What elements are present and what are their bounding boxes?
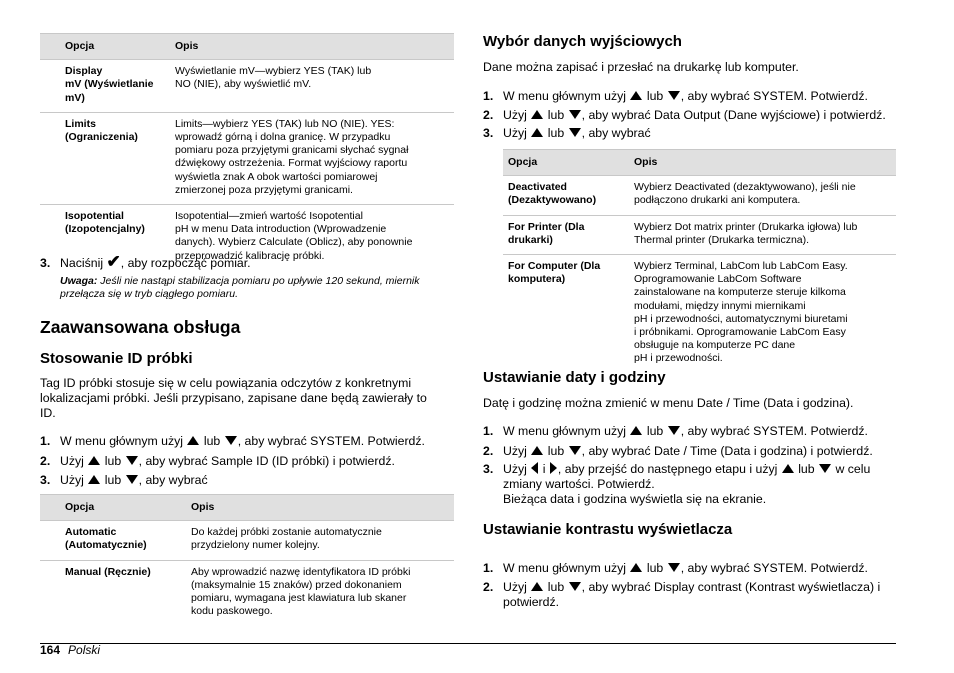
table-row bbox=[503, 255, 896, 373]
up-arrow-icon bbox=[88, 456, 100, 465]
list-item: 2. Użyj lub , aby wybrać Display contrast (Kontrast wyświetlacza) i potwierdź. bbox=[483, 580, 881, 609]
up-arrow-icon bbox=[531, 446, 543, 455]
option-description: Isopotential—zmień wartość Isopotential pH w menu Data introduction (Wprowadzenie danych). Wybierz Calculate (Oblicz), aby ponownie przeprowadzić kalibrację próbki. bbox=[175, 210, 413, 262]
list-item: 1. W menu głównym użyj lub , aby wybrać SYSTEM. Potwierdź. bbox=[483, 89, 868, 103]
note-text: Jeśli nie nastąpi stabilizacja pomiaru po upływie 120 sekund, miernik przełącza się w tryb ciągłego pomiaru. bbox=[60, 275, 420, 300]
list-item: 2. Użyj lub , aby wybrać Date / Time (Data i godzina) i potwierdź. bbox=[483, 444, 873, 458]
down-arrow-icon bbox=[668, 91, 680, 100]
options-table-measurement bbox=[40, 33, 454, 270]
section-title-data-output: Wybór danych wyjściowych bbox=[483, 33, 682, 50]
down-arrow-icon bbox=[126, 456, 138, 465]
date-time-intro: Datę i godzinę można zmienić w menu Date / Time (Data i godzina). bbox=[483, 396, 854, 410]
section-title-contrast: Ustawianie kontrastu wyświetlacza bbox=[483, 521, 733, 538]
option-name: Manual (Ręcznie) bbox=[65, 565, 151, 578]
option-description: Do każdej próbki zostanie automatycznie przydzielony numer kolejny. bbox=[191, 521, 454, 560]
down-arrow-icon bbox=[126, 475, 138, 484]
footer-divider bbox=[40, 643, 896, 644]
up-arrow-icon bbox=[630, 91, 642, 100]
option-name: For Printer (Dla drukarki) bbox=[503, 215, 634, 254]
header-description: Opis bbox=[175, 34, 454, 60]
table-row bbox=[40, 521, 454, 560]
option-name: Display mV (Wyświetlanie mV) bbox=[40, 60, 175, 113]
options-table-data-output bbox=[503, 149, 896, 373]
up-arrow-icon bbox=[531, 582, 543, 591]
section-title-date-time: Ustawianie daty i godziny bbox=[483, 369, 666, 386]
table-row bbox=[503, 215, 896, 254]
option-description: Wybierz Terminal, LabCom lub LabCom Easy. Oprogramowanie LabCom Software zainstalowane na komputerze steruje kilkoma modułami, między innymi miernikami pH i przewodności, automatycznymi biuretami i próbnikami. Oprogramowanie LabCom Easy obsługuje na komputerze PC dane pH i przewodności. bbox=[634, 260, 848, 365]
note bbox=[60, 275, 454, 301]
list-item: 3. Użyj i , aby przejść do następnego etapu i użyj lub w celu zmiany wartości. Potwierdź. Bieżąca data i godzina wyświetla się na ekranie. bbox=[483, 462, 871, 506]
note-label: Uwaga: bbox=[60, 275, 98, 287]
down-arrow-icon bbox=[569, 110, 581, 119]
options-table-sample-id bbox=[40, 494, 454, 625]
up-arrow-icon bbox=[88, 475, 100, 484]
header-option: Opcja bbox=[40, 495, 191, 521]
page-language: Polski bbox=[68, 643, 101, 657]
list-item: 2. Użyj lub , aby wybrać Sample ID (ID próbki) i potwierdź. bbox=[40, 454, 395, 468]
option-name: Limits (Ograniczenia) bbox=[40, 112, 175, 204]
check-icon: ✔ bbox=[106, 252, 121, 271]
up-arrow-icon bbox=[531, 110, 543, 119]
up-arrow-icon bbox=[630, 426, 642, 435]
down-arrow-icon bbox=[569, 446, 581, 455]
header-option: Opcja bbox=[40, 34, 175, 60]
option-description: Limits—wybierz YES (TAK) lub NO (NIE). YES: wprowadź górną i dolna granicę. W przypadku pomiaru poza przyjętymi granicami słychać sygnał dźwiękowy ostrzeżenia. Format wyjściowy raportu wyświetla znak A obok wartości pomiarowej zmierzonej poza przyjętymi granicami. bbox=[175, 112, 454, 204]
down-arrow-icon bbox=[668, 563, 680, 572]
right-arrow-icon bbox=[550, 462, 557, 474]
list-item: 1. W menu głównym użyj lub , aby wybrać SYSTEM. Potwierdź. bbox=[40, 434, 425, 448]
option-name: For Computer (Dla komputera) bbox=[508, 260, 601, 286]
up-arrow-icon bbox=[187, 436, 199, 445]
option-description: Wybierz Dot matrix printer (Drukarka igłowa) lub Thermal printer (Drukarka termiczna). bbox=[634, 215, 896, 254]
subsection-title: Stosowanie ID próbki bbox=[40, 350, 193, 367]
down-arrow-icon bbox=[819, 464, 831, 473]
header-description: Opis bbox=[634, 150, 896, 176]
up-arrow-icon bbox=[782, 464, 794, 473]
list-item: 3. Użyj lub , aby wybrać bbox=[40, 473, 208, 487]
option-name: Isopotential (Izopotencjalny) bbox=[65, 210, 145, 236]
table-row bbox=[40, 112, 454, 204]
header-description: Opis bbox=[191, 495, 454, 521]
option-name: Automatic (Automatycznie) bbox=[40, 521, 191, 560]
option-description: Wyświetlanie mV—wybierz YES (TAK) lub NO (NIE), aby wyświetlić mV. bbox=[175, 60, 454, 113]
step-start-measurement: 3. Naciśnij ✔, aby rozpocząć pomiar. bbox=[40, 252, 251, 271]
section-title: Zaawansowana obsługa bbox=[40, 317, 241, 337]
list-item: 3. Użyj lub , aby wybrać bbox=[483, 126, 651, 140]
intro-paragraph: Tag ID próbki stosuje się w celu powiązania odczytów z konkretnymi lokalizacjami próbki. Jeśli przypisano, zapisane dane będą zawierały to ID. bbox=[40, 376, 427, 420]
option-description: Wybierz Deactivated (dezaktywowano), jeśli nie podłączono drukarki ani komputera. bbox=[634, 176, 896, 215]
header-option: Opcja bbox=[503, 150, 634, 176]
table-row bbox=[503, 176, 896, 215]
option-description: Aby wprowadzić nazwę identyfikatora ID próbki (maksymalnie 15 znaków) przed dokonaniem pomiaru, wymagana jest klawiatura lub skaner kodu paskowego. bbox=[191, 565, 411, 618]
down-arrow-icon bbox=[668, 426, 680, 435]
down-arrow-icon bbox=[225, 436, 237, 445]
up-arrow-icon bbox=[630, 563, 642, 572]
down-arrow-icon bbox=[569, 128, 581, 137]
list-item: 1. W menu głównym użyj lub , aby wybrać SYSTEM. Potwierdź. bbox=[483, 561, 868, 575]
list-item: 1. W menu głównym użyj lub , aby wybrać SYSTEM. Potwierdź. bbox=[483, 424, 868, 438]
option-name: Deactivated (Dezaktywowano) bbox=[503, 176, 634, 215]
step-result: Bieżąca data i godzina wyświetla się na ekranie. bbox=[503, 492, 767, 506]
list-item: 2. Użyj lub , aby wybrać Data Output (Dane wyjściowe) i potwierdź. bbox=[483, 108, 886, 122]
up-arrow-icon bbox=[531, 128, 543, 137]
down-arrow-icon bbox=[569, 582, 581, 591]
page-footer bbox=[40, 643, 100, 657]
data-output-intro: Dane można zapisać i przesłać na drukarkę lub komputer. bbox=[483, 60, 799, 74]
page-number: 164 bbox=[40, 643, 61, 657]
left-arrow-icon bbox=[531, 462, 538, 474]
table-row bbox=[40, 60, 454, 113]
table-row bbox=[40, 560, 454, 625]
